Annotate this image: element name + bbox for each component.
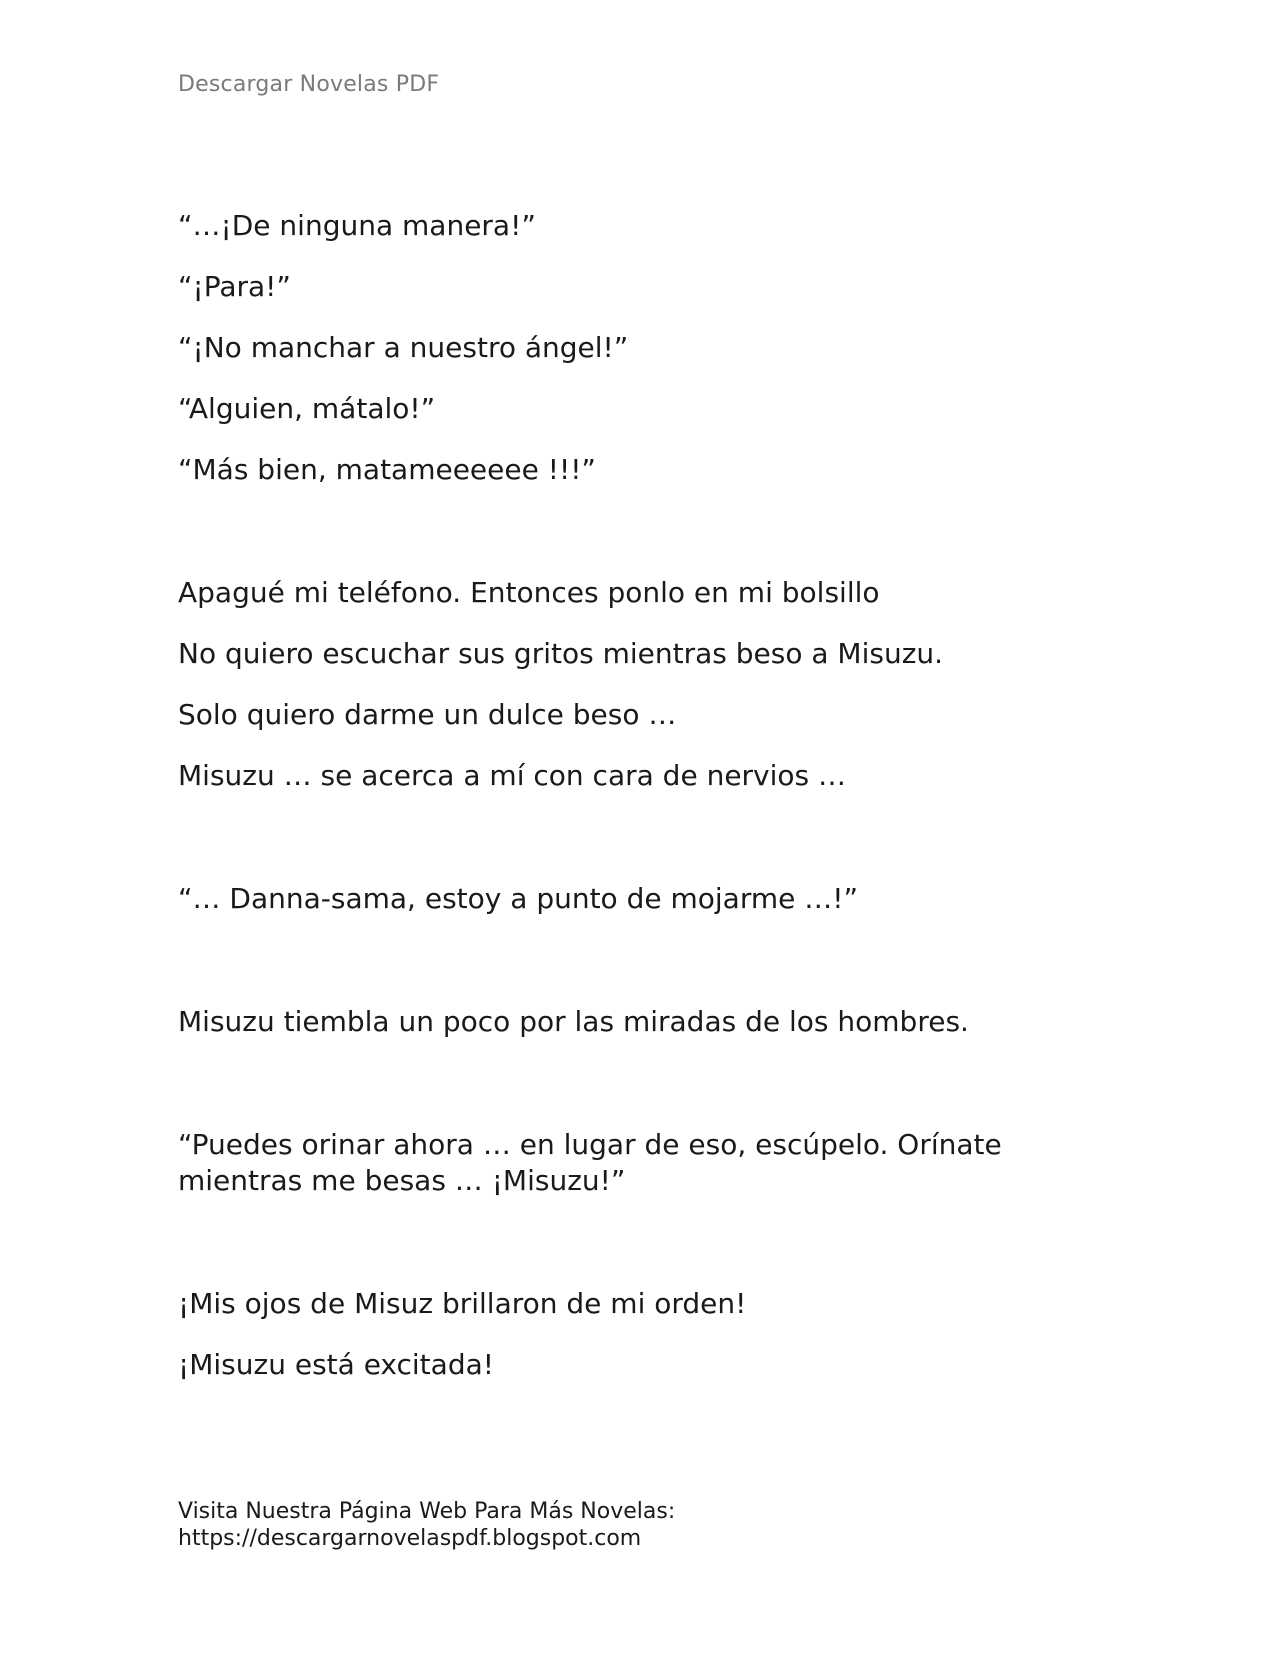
paragraph: Apagué mi teléfono. Entonces ponlo en mi bolsillo — [178, 576, 880, 609]
paragraph: Solo quiero darme un dulce beso … — [178, 698, 677, 731]
paragraph: “¡No manchar a nuestro ángel!” — [178, 331, 629, 364]
page-header: Descargar Novelas PDF — [178, 72, 440, 97]
footer-promo-text: Visita Nuestra Página Web Para Más Novelas: — [178, 1499, 676, 1524]
paragraph: “Alguien, mátalo!” — [178, 392, 436, 425]
paragraph: Misuzu tiembla un poco por las miradas de los hombres. — [178, 1005, 969, 1038]
dialogue-paragraph: “… Danna-sama, estoy a punto de mojarme …!” — [178, 882, 858, 915]
paragraph: “…¡De ninguna manera!” — [178, 209, 536, 242]
paragraph: Misuzu … se acerca a mí con cara de nervios … — [178, 759, 847, 792]
paragraph: “Más bien, matameeeeee !!!” — [178, 453, 596, 486]
paragraph: ¡Mis ojos de Misuz brillaron de mi orden! — [178, 1287, 747, 1320]
paragraph: ¡Misuzu está excitada! — [178, 1348, 494, 1381]
page-footer — [178, 1498, 675, 1552]
dialogue-paragraph: “Puedes orinar ahora … en lugar de eso, escúpelo. Orínate mientras me besas … ¡Misuzu!” — [178, 1128, 1011, 1197]
paragraph: “¡Para!” — [178, 270, 291, 303]
paragraph: No quiero escuchar sus gritos mientras beso a Misuzu. — [178, 637, 944, 670]
footer-website-link[interactable]: https://descargarnovelaspdf.blogspot.com — [178, 1526, 642, 1551]
